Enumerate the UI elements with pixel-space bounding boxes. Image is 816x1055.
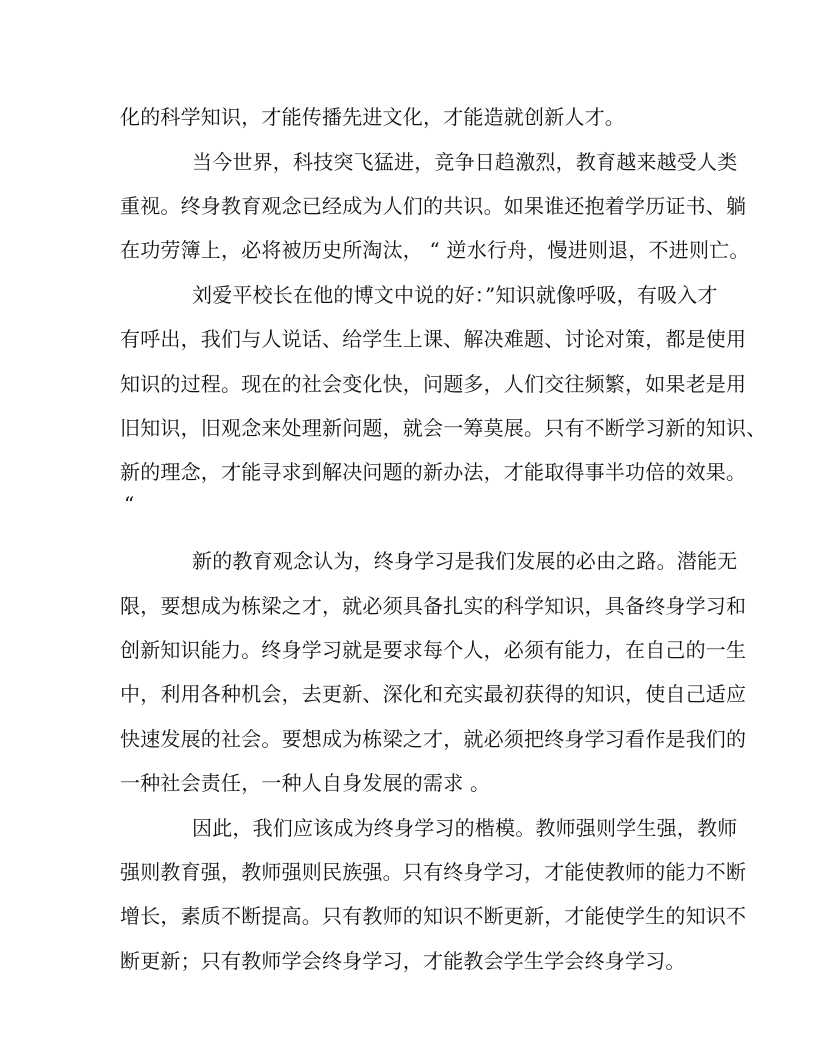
text-line-7: 知识的过程。现在的社会变化快，问题多，人们交往频繁，如果老是用 [120, 372, 747, 396]
text-line-12: 限，要想成为栋梁之才，就必须具备扎实的科学知识，具备终身学习和 [120, 594, 747, 618]
text-line-8: 旧知识，旧观念来处理新问题，就会一筹莫展。只有不断学习新的知识、 [120, 416, 767, 440]
text-line-2: 当今世界，科技突飞猛进，竞争日趋激烈，教育越来越受人类 [192, 150, 738, 174]
text-line-10: “ [124, 492, 135, 516]
text-line-18: 强则教育强，教师强则民族强。只有终身学习，才能使教师的能力不断 [120, 860, 747, 884]
text-line-3: 重视。终身教育观念已经成为人们的共识。如果谁还抱着学历证书、躺 [120, 194, 747, 218]
text-line-20: 断更新；只有教师学会终身学习，才能教会学生学会终身学习。 [120, 949, 686, 973]
text-line-17: 因此，我们应该成为终身学习的楷模。教师强则学生强，教师 [192, 816, 738, 840]
text-line-16: 一种社会责任，一种人自身发展的需求 。 [120, 771, 491, 795]
text-line-6: 有呼出，我们与人说话、给学生上课、解决难题、讨论对策，都是使用 [120, 327, 747, 351]
text-line-1: 化的科学知识，才能传播先进文化，才能造就创新人才。 [120, 105, 625, 129]
text-line-14: 中，利用各种机会，去更新、深化和充实最初获得的知识，使自己适应 [120, 682, 747, 706]
text-line-4: 在功劳簿上，必将被历史所淘汰， “ 逆水行舟，慢进则退，不进则亡。 [120, 238, 750, 262]
text-line-9: 新的理念，才能寻求到解决问题的新办法，才能取得事半功倍的效果。 [120, 460, 747, 484]
text-line-19: 增长，素质不断提高。只有教师的知识不断更新，才能使学生的知识不 [120, 904, 747, 928]
text-line-13: 创新知识能力。终身学习就是要求每个人，必须有能力，在自己的一生 [120, 638, 747, 662]
text-line-11: 新的教育观念认为，终身学习是我们发展的必由之路。潜能无 [192, 549, 738, 573]
text-line-15: 快速发展的社会。要想成为栋梁之才，就必须把终身学习看作是我们的 [120, 727, 747, 751]
text-line-5: 刘爱平校长在他的博文中说的好：”知识就像呼吸，有吸入才 [192, 283, 718, 307]
